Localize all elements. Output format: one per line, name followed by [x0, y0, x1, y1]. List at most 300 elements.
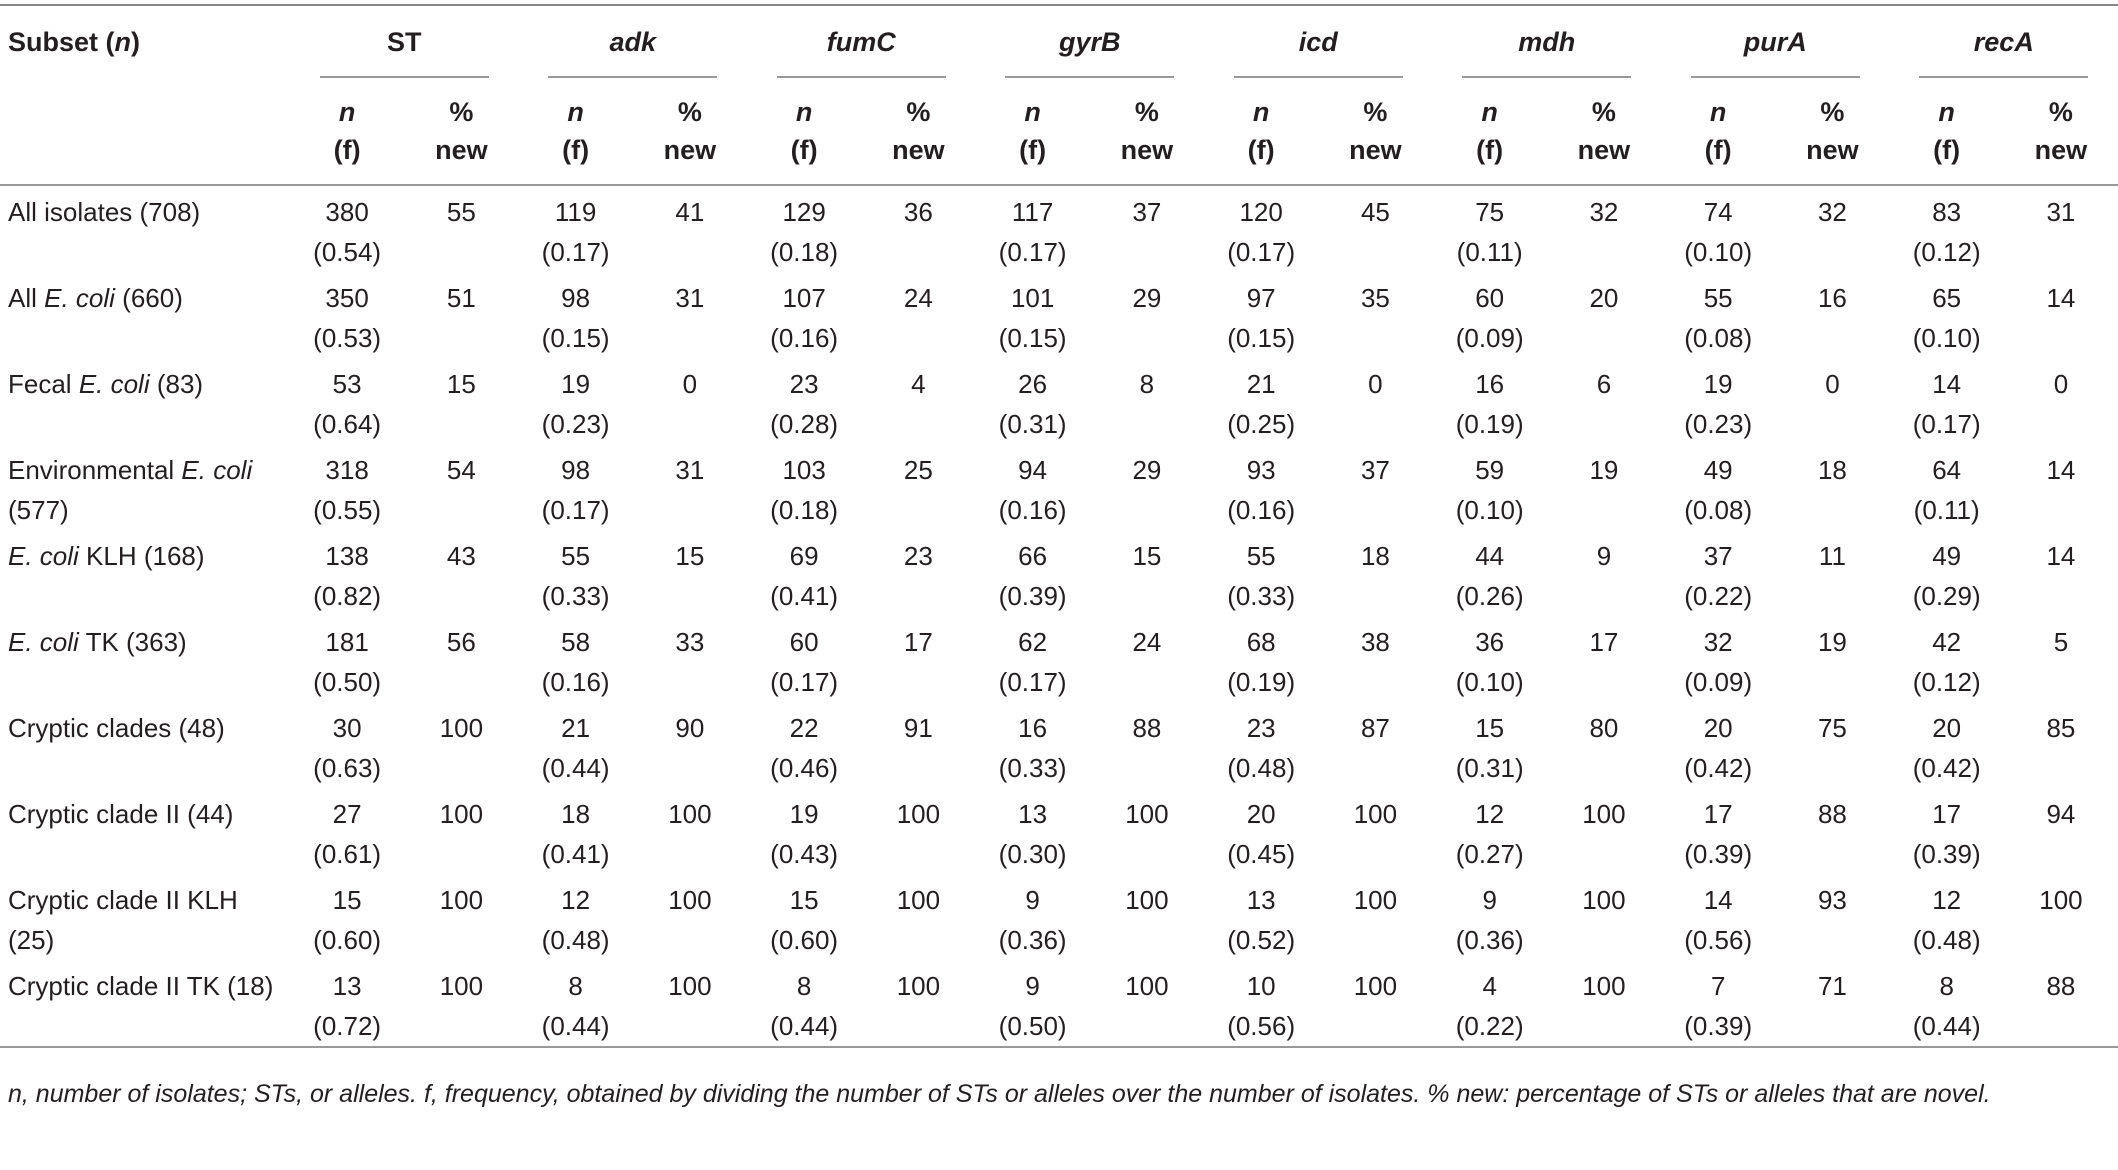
subheader-new: new — [1349, 135, 1402, 165]
cell-n: 20 — [1246, 799, 1276, 829]
cell-n: 53 — [332, 369, 362, 399]
cell-pct-new: 5 — [2053, 627, 2069, 657]
cell-n: 66 — [1018, 541, 1048, 571]
cell-f: (0.18) — [770, 237, 839, 267]
cell-n: 68 — [1246, 627, 1276, 657]
cell-n-f — [1433, 788, 1547, 874]
cell-f: (0.82) — [313, 581, 382, 611]
subheader-new: new — [892, 135, 945, 165]
group-underline — [1234, 76, 1403, 78]
cell-n: 59 — [1475, 455, 1505, 485]
cell-n-f — [747, 788, 861, 874]
cell-f: (0.26) — [1455, 581, 1524, 611]
cell-pct-new: 25 — [903, 455, 933, 485]
cell-n-f — [290, 874, 404, 960]
cell-n-f — [1890, 702, 2004, 788]
cell-n-f — [747, 358, 861, 444]
row-label — [0, 788, 290, 874]
cell-n-f — [747, 702, 861, 788]
cell-pct-new: 31 — [675, 283, 705, 313]
row-label-part: E. coli — [181, 455, 253, 485]
subheader-f: (f) — [790, 135, 818, 165]
cell-pct-new: 20 — [1589, 283, 1619, 313]
cell-n-f — [976, 788, 1090, 874]
cell-n-f — [290, 702, 404, 788]
row-label — [0, 530, 290, 616]
cell-f: (0.17) — [541, 237, 610, 267]
cell-f: (0.15) — [1227, 323, 1296, 353]
cell-pct-new: 36 — [903, 197, 933, 227]
cell-pct-new: 6 — [1596, 369, 1612, 399]
cell-n: 16 — [1018, 713, 1048, 743]
cell-f: (0.17) — [1227, 237, 1296, 267]
cell-f: (0.53) — [313, 323, 382, 353]
subheader-f: (f) — [562, 135, 590, 165]
cell-n: 107 — [782, 283, 826, 313]
subheader-pct-new — [633, 78, 747, 185]
cell-f: (0.52) — [1227, 925, 1296, 955]
cell-n: 129 — [782, 197, 826, 227]
cell-n-f — [976, 960, 1090, 1047]
cell-pct-new: 19 — [1817, 627, 1847, 657]
row-label — [0, 874, 290, 960]
cell-n-f — [1433, 874, 1547, 960]
cell-f: (0.33) — [541, 581, 610, 611]
group-header-st — [290, 5, 519, 78]
cell-f: (0.10) — [1912, 323, 1981, 353]
cell-f: (0.08) — [1684, 323, 1753, 353]
cell-f: (0.17) — [998, 667, 1067, 697]
cell-pct-new: 32 — [1589, 197, 1619, 227]
cell-n-f — [976, 358, 1090, 444]
cell-n-f — [519, 358, 633, 444]
cell-n-f — [290, 444, 404, 530]
cell-n: 93 — [1246, 455, 1276, 485]
cell-n: 32 — [1703, 627, 1733, 657]
cell-n-f — [290, 272, 404, 358]
group-header-fumc — [747, 5, 976, 78]
table-footnote: n, number of isolates; STs, or alleles. f, frequency, obtained by dividing the number of STs or alleles over the number of isolates. % new: percentage of STs or alleles that are novel. — [8, 1080, 1991, 1108]
group-underline — [548, 76, 717, 78]
cell-n: 101 — [1010, 283, 1055, 313]
row-label-part: Cryptic clade II KLH (25) — [8, 885, 238, 955]
cell-pct-new: 71 — [1775, 960, 1889, 1047]
cell-n-f — [290, 530, 404, 616]
row-label-part: E. coli — [78, 369, 150, 399]
table-row — [0, 788, 2118, 874]
cell-pct-new: 14 — [2046, 455, 2076, 485]
cell-f: (0.17) — [770, 667, 839, 697]
cell-n-f — [976, 616, 1090, 702]
row-label — [0, 358, 290, 444]
cell-f: (0.41) — [770, 581, 839, 611]
cell-n: 26 — [1018, 369, 1048, 399]
cell-f: (0.56) — [1227, 1011, 1296, 1041]
table-row — [0, 444, 2118, 530]
cell-f: (0.30) — [998, 839, 1067, 869]
cell-n-f — [519, 444, 633, 530]
cell-n: 98 — [561, 455, 591, 485]
cell-pct-new: 14 — [2046, 283, 2076, 313]
cell-pct-new: 54 — [446, 455, 476, 485]
cell-n: 69 — [789, 541, 819, 571]
cell-f: (0.33) — [998, 753, 1067, 783]
cell-f: (0.39) — [998, 581, 1067, 611]
cell-pct-new: 100 — [1318, 960, 1432, 1047]
cell-pct-new: 93 — [1817, 885, 1847, 915]
cell-f: (0.23) — [541, 409, 610, 439]
cell-pct-new: 9 — [1596, 541, 1612, 571]
cell-n-f — [1204, 272, 1318, 358]
cell-n-f — [1433, 960, 1547, 1047]
cell-f: (0.22) — [1455, 1011, 1524, 1041]
cell-f: (0.60) — [313, 925, 382, 955]
cell-n: 16 — [1475, 369, 1505, 399]
cell-pct-new: 87 — [1360, 713, 1390, 743]
cell-f: (0.33) — [1227, 581, 1296, 611]
cell-f: (0.31) — [1455, 753, 1524, 783]
cell-pct-new: 33 — [675, 627, 705, 657]
cell-f: (0.41) — [541, 839, 610, 869]
row-label-part: All — [8, 283, 45, 313]
cell-pct-new: 56 — [446, 627, 476, 657]
cell-n-f — [1890, 530, 2004, 616]
subheader-n: n — [1709, 97, 1727, 127]
subheader-n: n — [795, 97, 813, 127]
cell-pct-new: 100 — [1582, 885, 1626, 915]
cell-pct-new: 43 — [446, 541, 476, 571]
cell-pct-new: 18 — [1360, 541, 1390, 571]
cell-pct-new: 90 — [675, 713, 705, 743]
subheader-pct-new — [1090, 78, 1204, 185]
cell-pct-new: 100 — [439, 799, 484, 829]
subset-column-subheader-empty — [0, 78, 290, 185]
subheader-pct: % — [449, 97, 474, 127]
cell-n-f — [1890, 788, 2004, 874]
cell-pct-new: 100 — [1353, 885, 1398, 915]
cell-f: (0.36) — [998, 925, 1067, 955]
cell-n: 23 — [789, 369, 819, 399]
group-underline — [1462, 76, 1631, 78]
cell-n-f — [290, 185, 404, 272]
row-label-part: Cryptic clades (48) — [8, 713, 225, 743]
cell-n: 9 — [1025, 971, 1040, 1001]
cell-f: (0.72) — [313, 1011, 382, 1041]
subheader-n: n — [1481, 97, 1498, 127]
cell-n: 9 — [1482, 885, 1497, 915]
cell-n: 22 — [789, 713, 819, 743]
cell-n-f — [976, 530, 1090, 616]
cell-n-f — [1661, 616, 1775, 702]
cell-n-f — [747, 444, 861, 530]
header-row-groups — [0, 5, 2118, 78]
cell-f: (0.10) — [1455, 495, 1524, 525]
cell-n: 27 — [332, 799, 362, 829]
cell-pct-new: 16 — [1817, 283, 1847, 313]
subheader-n-f — [290, 78, 404, 185]
cell-n-f — [1433, 616, 1547, 702]
cell-n-f — [1204, 530, 1318, 616]
subheader-n: n — [338, 97, 356, 127]
cell-n-f — [1204, 444, 1318, 530]
group-label: recA — [1973, 26, 2034, 57]
cell-f: (0.17) — [998, 237, 1067, 267]
cell-pct-new: 29 — [1132, 283, 1162, 313]
cell-pct-new: 29 — [1132, 455, 1162, 485]
cell-pct-new: 100 — [439, 885, 484, 915]
cell-pct-new: 45 — [1360, 197, 1390, 227]
cell-n: 20 — [1932, 713, 1962, 743]
group-header-reca — [1890, 5, 2118, 78]
cell-pct-new: 41 — [675, 197, 705, 227]
cell-n: 7 — [1710, 971, 1726, 1001]
cell-pct-new: 0 — [2053, 369, 2069, 399]
cell-n-f — [519, 616, 633, 702]
cell-pct-new: 17 — [903, 627, 933, 657]
cell-f: (0.64) — [313, 409, 382, 439]
group-underline — [1919, 76, 2088, 78]
cell-n: 119 — [554, 197, 597, 227]
table-row — [0, 272, 2118, 358]
cell-pct-new: 11 — [1818, 541, 1846, 571]
cell-pct-new: 31 — [2046, 197, 2076, 227]
subheader-n: n — [567, 97, 584, 127]
cell-f: (0.16) — [998, 495, 1067, 525]
cell-n: 23 — [1246, 713, 1276, 743]
cell-n: 8 — [568, 971, 583, 1001]
group-underline — [320, 76, 489, 78]
subheader-n-f — [519, 78, 633, 185]
cell-n: 55 — [1246, 541, 1276, 571]
cell-n: 318 — [325, 455, 369, 485]
cell-n: 8 — [1939, 971, 1954, 1001]
cell-n-f — [519, 702, 633, 788]
row-label-part: Environmental — [8, 455, 182, 485]
cell-pct-new: 15 — [1132, 541, 1162, 571]
cell-n-f — [290, 616, 404, 702]
cell-pct-new: 100 — [1353, 799, 1398, 829]
group-underline — [777, 76, 946, 78]
subheader-n: n — [1252, 97, 1270, 127]
cell-n-f — [290, 960, 404, 1047]
row-label-part: (660) — [114, 283, 183, 313]
cell-n: 42 — [1932, 627, 1962, 657]
row-label-part: E. coli — [44, 283, 115, 313]
cell-n-f — [1204, 788, 1318, 874]
cell-pct-new: 100 — [2039, 885, 2083, 915]
row-label — [0, 616, 290, 702]
cell-n: 49 — [1932, 541, 1962, 571]
cell-pct-new: 31 — [675, 455, 705, 485]
cell-n-f — [1890, 185, 2004, 272]
cell-n: 44 — [1475, 541, 1505, 571]
subheader-pct: % — [1134, 97, 1159, 127]
cell-pct-new: 91 — [903, 713, 933, 743]
cell-n: 380 — [325, 197, 369, 227]
group-label: fumC — [826, 26, 896, 57]
group-label: gyrB — [1059, 26, 1121, 57]
cell-n: 17 — [1703, 799, 1733, 829]
subset-header-close: ) — [131, 26, 141, 57]
row-label-part: Cryptic clade II (44) — [8, 799, 234, 829]
cell-f: (0.56) — [1684, 925, 1753, 955]
cell-n-f — [1661, 788, 1775, 874]
row-label-part: KLH (168) — [78, 541, 205, 571]
cell-n: 12 — [561, 885, 591, 915]
cell-pct-new: 100 — [861, 960, 975, 1047]
table-row — [0, 874, 2118, 960]
group-header-gyrb — [976, 5, 1205, 78]
cell-pct-new: 100 — [404, 960, 518, 1047]
cell-n: 75 — [1475, 197, 1505, 227]
subheader-n-f — [1890, 78, 2004, 185]
cell-n: 94 — [1018, 455, 1048, 485]
subheader-n-f — [747, 78, 861, 185]
cell-n: 350 — [325, 283, 369, 313]
cell-n-f — [976, 272, 1090, 358]
cell-n: 36 — [1475, 627, 1505, 657]
cell-n: 15 — [332, 885, 362, 915]
row-label-part: TK (363) — [78, 627, 187, 657]
subheader-new: new — [2034, 135, 2088, 165]
cell-f: (0.44) — [770, 1011, 839, 1041]
cell-f: (0.31) — [998, 409, 1067, 439]
cell-n-f — [1661, 444, 1775, 530]
cell-f: (0.16) — [770, 323, 839, 353]
cell-f: (0.17) — [541, 495, 610, 525]
cell-pct-new: 24 — [1132, 627, 1162, 657]
cell-pct-new: 100 — [668, 885, 712, 915]
group-label: purA — [1743, 26, 1807, 57]
cell-pct-new: 0 — [1825, 369, 1840, 399]
cell-pct-new: 100 — [439, 713, 484, 743]
table-row — [0, 702, 2118, 788]
cell-f: (0.15) — [998, 323, 1067, 353]
cell-pct-new: 100 — [1582, 799, 1626, 829]
cell-f: (0.43) — [770, 839, 839, 869]
subheader-pct: % — [1591, 97, 1616, 127]
subheader-new: new — [1120, 135, 1174, 165]
cell-n: 15 — [789, 885, 819, 915]
cell-n-f — [1433, 702, 1547, 788]
row-label — [0, 444, 290, 530]
cell-n-f — [1204, 960, 1318, 1047]
table-body — [0, 185, 2118, 1047]
row-label-part: (577) — [8, 495, 69, 525]
cell-n-f — [1433, 272, 1547, 358]
cell-n: 21 — [1246, 369, 1276, 399]
cell-pct-new: 100 — [668, 799, 712, 829]
cell-f: (0.44) — [1912, 1011, 1981, 1041]
cell-n: 12 — [1932, 885, 1962, 915]
cell-pct-new: 94 — [2046, 799, 2076, 829]
cell-f: (0.28) — [770, 409, 839, 439]
cell-n-f — [1661, 702, 1775, 788]
cell-f: (0.19) — [1227, 667, 1296, 697]
cell-f: (0.25) — [1227, 409, 1296, 439]
cell-n-f — [519, 530, 633, 616]
header-row-subcolumns — [0, 78, 2118, 185]
cell-n-f — [747, 960, 861, 1047]
cell-n: 55 — [1703, 283, 1733, 313]
subheader-pct: % — [677, 97, 702, 127]
cell-pct-new: 4 — [911, 369, 926, 399]
cell-n: 98 — [561, 283, 591, 313]
cell-pct-new: 85 — [2046, 713, 2076, 743]
cell-n: 19 — [1703, 369, 1733, 399]
subheader-pct-new — [1318, 78, 1432, 185]
cell-pct-new: 100 — [1125, 885, 1169, 915]
cell-n-f — [519, 960, 633, 1047]
cell-f: (0.45) — [1227, 839, 1296, 869]
cell-f: (0.29) — [1912, 581, 1981, 611]
cell-n-f — [1661, 185, 1775, 272]
row-label-part: (83) — [149, 369, 204, 399]
cell-n-f — [519, 788, 633, 874]
cell-f: (0.16) — [541, 667, 610, 697]
row-label — [0, 185, 290, 272]
cell-n-f — [976, 702, 1090, 788]
cell-pct-new: 32 — [1817, 197, 1847, 227]
subset-header-n: n — [114, 26, 132, 57]
cell-f: (0.60) — [770, 925, 839, 955]
cell-n-f — [1661, 272, 1775, 358]
cell-n-f — [1433, 185, 1547, 272]
cell-f: (0.50) — [998, 1011, 1067, 1041]
row-label-part: E. coli — [8, 541, 79, 571]
cell-n: 10 — [1246, 971, 1276, 1001]
subheader-pct: % — [1820, 97, 1845, 127]
row-label-part: All isolates (708) — [8, 197, 201, 227]
cell-n-f — [1204, 616, 1318, 702]
cell-n-f — [519, 874, 633, 960]
cell-pct-new: 100 — [1125, 799, 1169, 829]
cell-pct-new: 80 — [1589, 713, 1619, 743]
cell-f: (0.44) — [541, 753, 610, 783]
subheader-new: new — [1806, 135, 1859, 165]
cell-n: 18 — [561, 799, 591, 829]
cell-f: (0.16) — [1227, 495, 1296, 525]
cell-n: 20 — [1703, 713, 1733, 743]
cell-pct-new: 88 — [2004, 960, 2118, 1047]
cell-n: 37 — [1703, 541, 1733, 571]
table-row — [0, 185, 2118, 272]
cell-n: 65 — [1932, 283, 1962, 313]
subheader-f: (f) — [1247, 135, 1275, 165]
cell-n: 8 — [796, 971, 812, 1001]
table-row — [0, 530, 2118, 616]
cell-f: (0.48) — [1227, 753, 1296, 783]
cell-n-f — [1661, 874, 1775, 960]
cell-f: (0.39) — [1912, 839, 1981, 869]
cell-pct-new: 35 — [1360, 283, 1390, 313]
cell-n: 9 — [1025, 885, 1040, 915]
cell-f: (0.63) — [313, 753, 382, 783]
cell-n-f — [976, 444, 1090, 530]
table-row — [0, 358, 2118, 444]
cell-n-f — [1204, 185, 1318, 272]
row-label-part: Cryptic clade II TK (18) — [8, 971, 274, 1001]
cell-f: (0.18) — [770, 495, 839, 525]
cell-pct-new: 14 — [2046, 541, 2076, 571]
cell-n: 103 — [782, 455, 826, 485]
cell-pct-new: 100 — [1547, 960, 1661, 1047]
cell-f: (0.50) — [313, 667, 382, 697]
group-header-pura — [1661, 5, 1890, 78]
cell-f: (0.12) — [1912, 237, 1981, 267]
cell-f: (0.42) — [1684, 753, 1753, 783]
cell-f: (0.39) — [1684, 839, 1753, 869]
